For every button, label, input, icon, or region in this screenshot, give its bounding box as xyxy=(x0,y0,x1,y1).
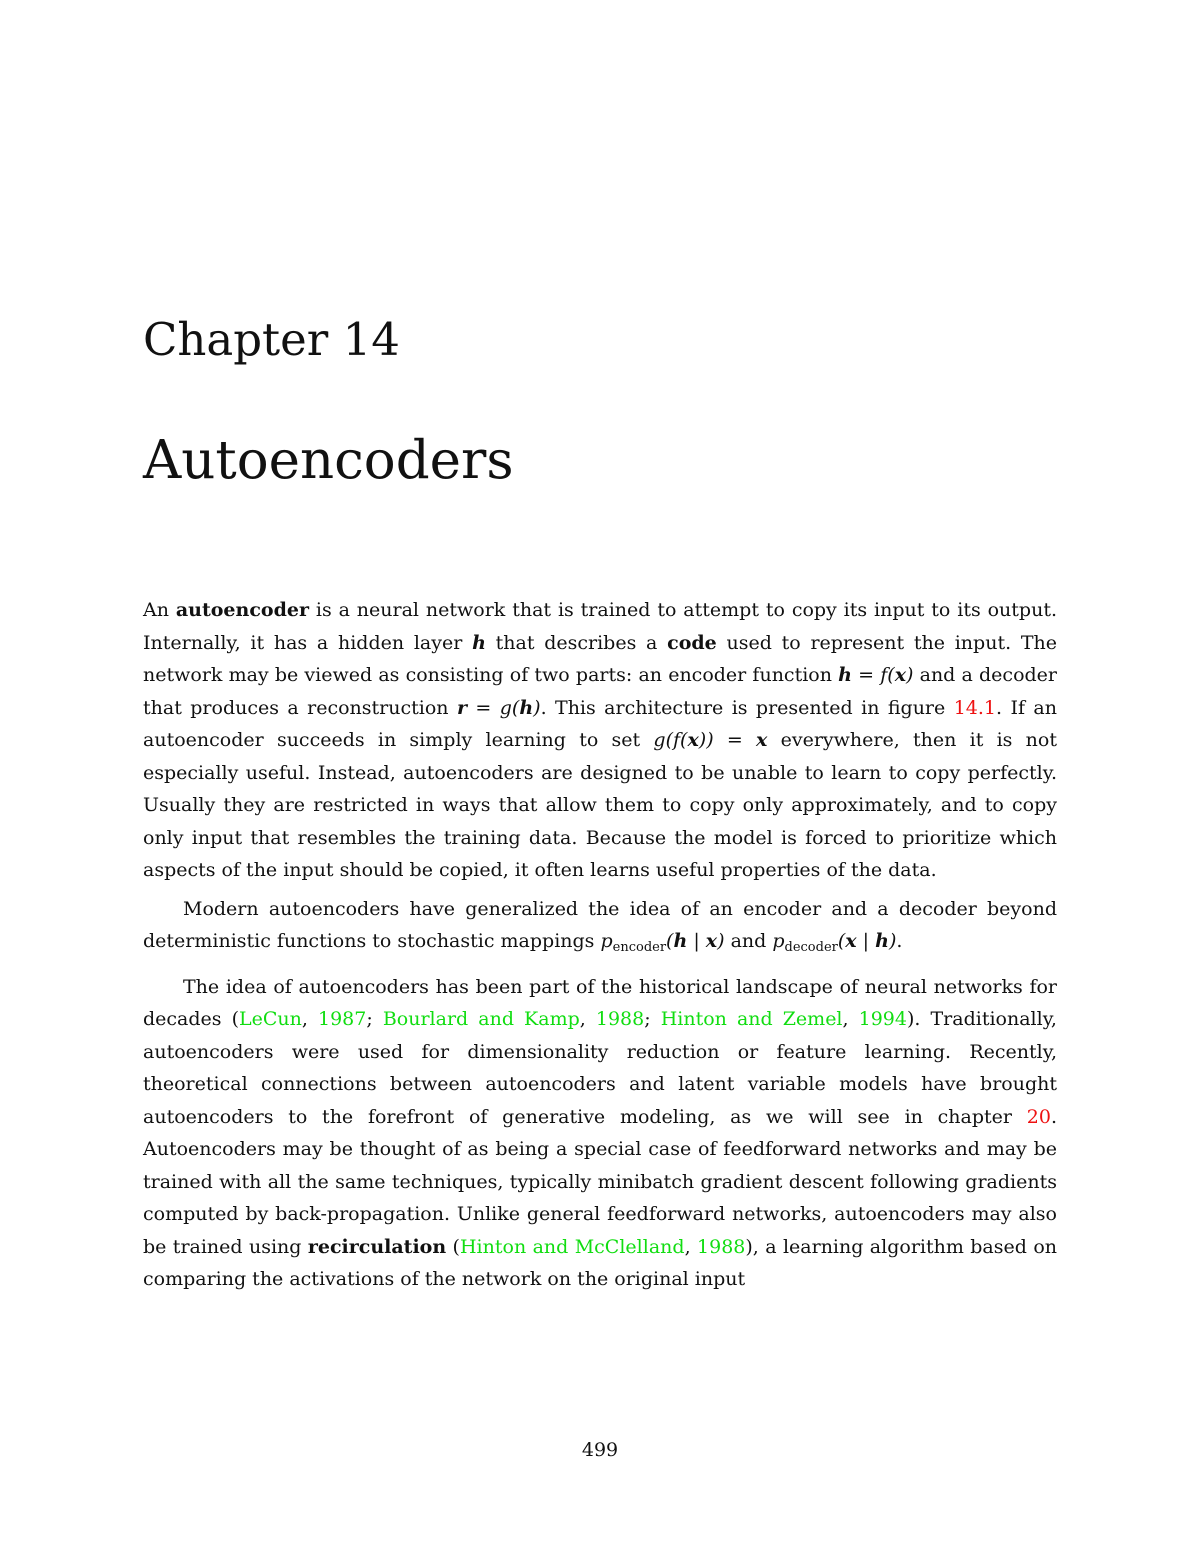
citation-hinton-zemel-year[interactable]: 1994 xyxy=(858,1008,907,1030)
citation-lecun[interactable]: LeCun xyxy=(239,1008,302,1030)
text-run: that describes a xyxy=(485,631,668,654)
text-run: and a decoder that produces a reconstruction xyxy=(143,664,1057,719)
chapter-title: Autoencoders xyxy=(143,430,514,491)
text-run: . If an autoencoder succeeds in simply learning to set xyxy=(143,696,1057,751)
term-code: code xyxy=(667,631,717,654)
text-run: and xyxy=(724,930,773,952)
text-run: The idea of autoencoders has been part of the historical landscape of neural networks for decades ( xyxy=(143,975,1057,1030)
text-run: , xyxy=(684,1235,698,1258)
text-run: ; xyxy=(644,1008,661,1030)
text-run: used to represent the input. The network may be viewed as consisting of two parts: an encoder function xyxy=(143,631,1058,686)
text-run: , xyxy=(579,1008,596,1030)
text-run: . This architecture is presented in figure xyxy=(540,696,954,719)
page-number: 499 xyxy=(581,1439,619,1461)
chapter-body xyxy=(143,594,1057,1296)
text-run: everywhere, then it is not especially useful. Instead, autoencoders are designed to be unable to learn to copy perfectly. Usually they are restricted in ways that allow them to copy only approximately, and to copy only input that resembles the training data. Because the model is forced to prioritize which aspects of the input should be copied, it often learns useful properties of the data. xyxy=(143,729,1057,881)
text-run: , xyxy=(301,1008,318,1030)
text-run: ( xyxy=(446,1235,460,1258)
paragraph-1 xyxy=(143,594,1057,887)
citation-hinton-mcclelland[interactable]: Hinton and McClelland xyxy=(459,1235,685,1258)
figure-reference-link[interactable]: 14.1 xyxy=(953,696,996,719)
term-recirculation: recirculation xyxy=(307,1235,447,1258)
equation-decoder-distribution: $p_{decoder}(x$ | h) xyxy=(772,930,897,955)
text-run: is a neural network that is trained to attempt to copy its input to its output. Internally, it has a hidden layer xyxy=(143,599,1057,654)
equation-encoder: h = f(x) xyxy=(838,664,914,686)
citation-bourlard-kamp[interactable]: Bourlard and Kamp xyxy=(382,1008,580,1030)
text-run: ), a learning algorithm based on comparing the activations of the network on the original input xyxy=(143,1235,1057,1290)
equation-decoder: r = g(h) xyxy=(456,696,541,719)
text-run: An xyxy=(143,599,176,621)
equation-identity: g(f(x)) = x xyxy=(653,729,768,751)
text-run: . Autoencoders may be thought of as being a special case of feedforward networks and may be trained with all the same techniques, typically minibatch gradient descent following gradients computed by back-propagation. Unlike general feedforward networks, autoencoders may also be trained using xyxy=(143,1105,1057,1258)
paragraph-3 xyxy=(143,971,1057,1296)
text-run: ; xyxy=(366,1008,383,1030)
citation-hinton-mcclelland-year[interactable]: 1988 xyxy=(697,1235,746,1258)
citation-hinton-zemel[interactable]: Hinton and Zemel xyxy=(660,1008,843,1030)
citation-lecun-year[interactable]: 1987 xyxy=(318,1008,367,1030)
chapter-reference-link[interactable]: 20 xyxy=(1026,1105,1051,1128)
text-run: Modern autoencoders have generalized the idea of an encoder and a decoder beyond deterministic functions to stochastic mappings xyxy=(143,897,1057,952)
text-run: , xyxy=(842,1008,859,1030)
chapter-label: Chapter 14 xyxy=(143,313,400,366)
text-run: . xyxy=(896,930,903,952)
citation-bourlard-kamp-year[interactable]: 1988 xyxy=(595,1008,645,1030)
math-var-h: h xyxy=(472,631,486,654)
paragraph-2 xyxy=(143,893,1057,965)
text-run: ). Traditionally, autoencoders were used for dimensionality reduction or feature learning. Recently, theoretical connections between autoencoders and latent variable models have brought autoencoders to the forefront of generative modeling, as we will see in chapter xyxy=(143,1008,1057,1128)
equation-encoder-distribution: $p_{encoder}(h$ | x) xyxy=(600,930,725,955)
term-autoencoder: autoencoder xyxy=(175,599,309,621)
